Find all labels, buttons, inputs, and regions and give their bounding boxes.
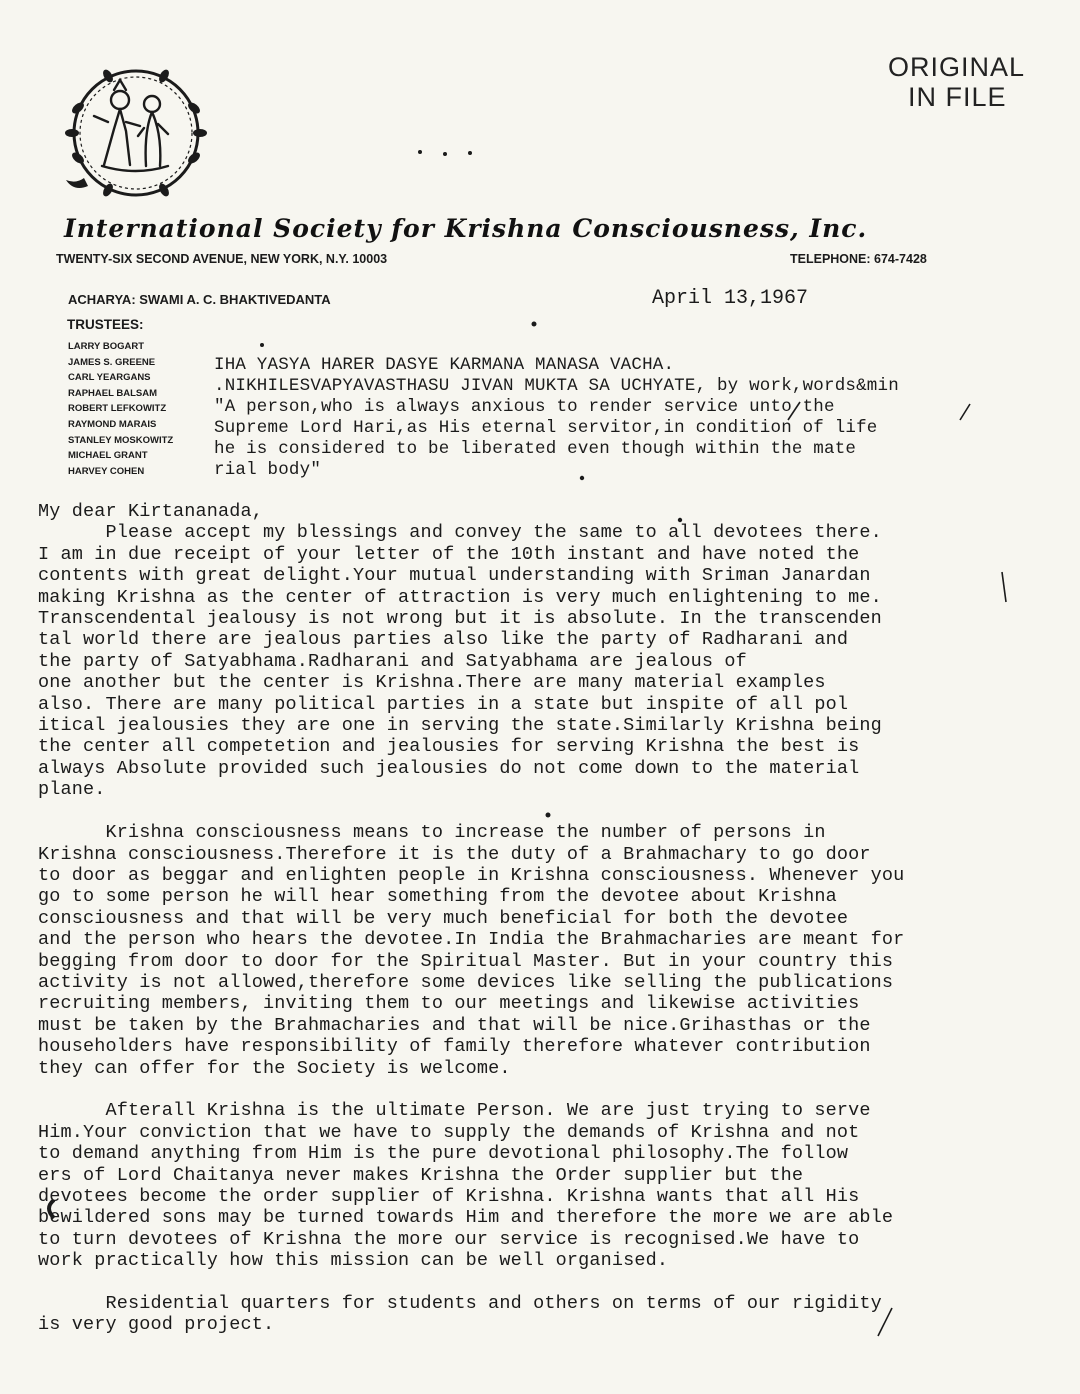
- trustee-name: RAPHAEL BALSAM: [68, 387, 158, 399]
- verse-line: "A person,who is always anxious to render service unto the: [214, 397, 835, 417]
- letter-line: begging from door to door for the Spiritual Master. But in your country this: [38, 950, 894, 972]
- letter-line: Afterall Krishna is the ultimate Person. We are just trying to serve: [38, 1100, 871, 1122]
- trustee-name: RAYMOND MARAIS: [68, 418, 157, 430]
- letter-line: to turn devotees of Krishna the more our service is recognised.We have to: [38, 1228, 860, 1250]
- letter-line: is very good project.: [38, 1314, 275, 1336]
- letterhead-telephone: TELEPHONE: 674-7428: [790, 252, 927, 266]
- letter-line: activity is not allowed,therefore some devices like selling the publications: [38, 971, 894, 993]
- trustee-name: STANLEY MOSKOWITZ: [68, 434, 174, 446]
- letter-line: contents with great delight.Your mutual understanding with Sriman Janardan: [38, 565, 871, 587]
- verse-line: he is considered to be liberated even though within the mate: [214, 439, 857, 459]
- trustee-name: HARVEY COHEN: [68, 465, 145, 477]
- letter-line: the party of Satyabhama.Radharani and Satyabhama are jealous of: [38, 650, 747, 672]
- trustee-name: JAMES S. GREENE: [68, 356, 156, 368]
- letter-line: go to some person he will hear something from the devotee about Krishna: [38, 886, 837, 908]
- letter-line: Residential quarters for students and others on terms of our rigidity: [38, 1293, 882, 1315]
- trustees-list: [68, 339, 173, 479]
- stamp-line-1: ORIGINAL: [888, 52, 1026, 82]
- letter-line: Transcendental jealousy is not wrong but it is absolute. In the transcenden: [38, 608, 882, 630]
- letter-line: and the person who hears the devotee.In India the Brahmacharies are meant for: [38, 929, 905, 951]
- letter-line: Please accept my blessings and convey the same to all devotees there.: [38, 522, 882, 544]
- letter-line: consciousness and that will be very much beneficial for both the devotee: [38, 907, 849, 929]
- letter-line: bewildered sons may be turned towards Him and therefore the more we are able: [38, 1207, 894, 1229]
- letter-line: work practically how this mission can be well organised.: [38, 1250, 669, 1272]
- letter-line: Krishna consciousness means to increase the number of persons in: [38, 822, 826, 844]
- letter-line: to door as beggar and enlighten people in Krishna consciousness. Whenever you: [38, 864, 905, 886]
- trustee-name: MICHAEL GRANT: [68, 450, 148, 462]
- letterhead-address: TWENTY-SIX SECOND AVENUE, NEW YORK, N.Y. 10003: [56, 252, 388, 266]
- letter-line: devotees become the order supplier of Krishna. Krishna wants that all His: [38, 1186, 860, 1207]
- letter-line: [38, 1079, 1048, 1100]
- letter-line: itical jealousies they are one in serving the state.Similarly Krishna being: [38, 715, 882, 737]
- acharya-line: ACHARYA: SWAMI A. C. BHAKTIVEDANTA: [68, 292, 331, 307]
- letter-date: April 13,1967: [652, 287, 809, 310]
- letter-line: making Krishna as the center of attraction is very much enlightening to me.: [38, 586, 882, 608]
- letter-line: they can offer for the Society is welcome.: [38, 1057, 511, 1079]
- trustee-name: ROBERT LEFKOWITZ: [68, 403, 167, 415]
- original-in-file-stamp: [888, 52, 1025, 112]
- letter-line: Him.Your conviction that we have to supply the demands of Krishna and not: [38, 1121, 860, 1143]
- letter-body: [38, 501, 1048, 1336]
- stamp-line-2: IN FILE: [908, 82, 1007, 112]
- verse-line: .NIKHILESVAPYAVASTHASU JIVAN MUKTA SA UCHYATE, by work,words&min: [214, 376, 899, 396]
- letter-line: recruiting members, inviting them to our meetings and likewise activities: [38, 993, 860, 1015]
- verse-line: IHA YASYA HARER DASYE KARMANA MANASA VACHA.: [214, 355, 675, 375]
- sanskrit-verse: [214, 355, 1074, 481]
- trustees-label: TRUSTEES:: [67, 317, 144, 332]
- letter-line: Krishna consciousness.Therefore it is the duty of a Brahmachary to go door: [38, 843, 871, 865]
- letter-line: My dear Kirtananada,: [38, 501, 264, 522]
- letter-line: ers of Lord Chaitanya never makes Krishna the Order supplier but the: [38, 1164, 804, 1186]
- organization-name: International Society for Krishna Consciousness, Inc.: [64, 214, 868, 243]
- trustee-name: LARRY BOGART: [68, 341, 144, 352]
- trustee-name: CARL YEARGANS: [68, 372, 151, 384]
- letter-line: plane.: [38, 779, 106, 801]
- letter-line: the center all competetion and jealousies for serving Krishna the best is: [38, 736, 860, 758]
- letter-line: to demand anything from Him is the pure devotional philosophy.The follow: [38, 1143, 849, 1165]
- letter-line: must be taken by the Brahmacharies and that will be nice.Grihasthas or the: [38, 1014, 871, 1036]
- letter-line: always Absolute provided such jealousies do not come down to the material: [38, 757, 860, 779]
- letter-line: [38, 1272, 1048, 1293]
- letter-line: householders have responsibility of family therefore whatever contribution: [38, 1036, 871, 1058]
- letter-line: tal world there are jealous parties also like the party of Radharani and: [38, 629, 849, 651]
- letter-line: one another but the center is Krishna.There are many material examples: [38, 672, 826, 694]
- verse-line: rial body": [214, 460, 322, 480]
- letter-line: I am in due receipt of your letter of the 10th instant and have noted the: [38, 543, 860, 565]
- verse-line: Supreme Lord Hari,as His eternal servitor,in condition of life: [214, 418, 878, 438]
- letter-line: also. There are many political parties in a state but inspite of all pol: [38, 693, 849, 715]
- krishna-emblem-logo: [58, 58, 214, 208]
- letter-line: [38, 801, 1048, 822]
